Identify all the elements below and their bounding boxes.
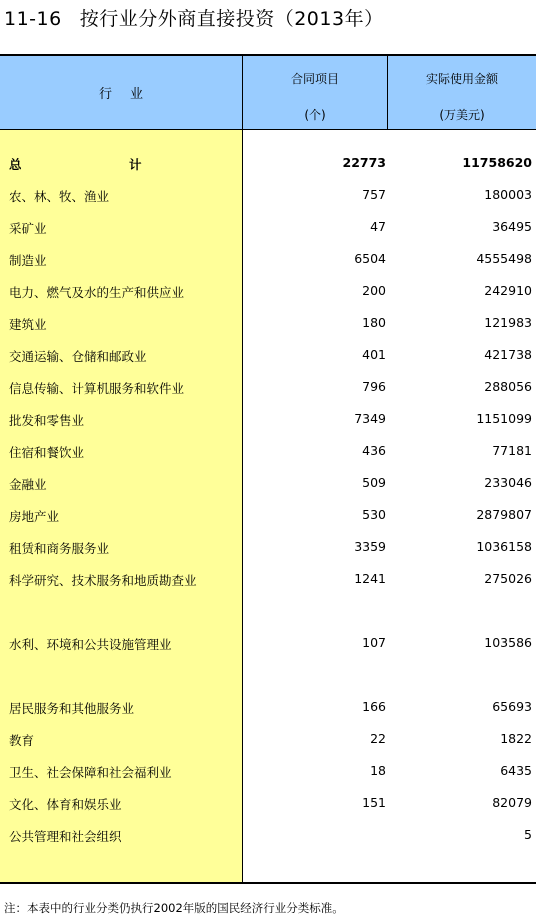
- row-contracts: 166: [362, 699, 386, 714]
- table-row: [0, 219, 536, 239]
- table-row: [0, 635, 536, 655]
- row-name: 总 计: [9, 157, 170, 172]
- row-actual: 121983: [484, 315, 532, 330]
- row-actual: 6435: [500, 763, 532, 778]
- row-name: 租赁和商务服务业: [9, 541, 110, 556]
- actual-header-label: 实际使用金额: [425, 72, 498, 86]
- row-contracts: 22: [370, 731, 386, 746]
- row-actual: 180003: [484, 187, 532, 202]
- table-row: [0, 251, 536, 271]
- row-actual: 288056: [484, 379, 532, 394]
- row-name: 居民服务和其他服务业: [9, 701, 135, 716]
- table-row: [0, 763, 536, 783]
- row-name: 批发和零售业: [9, 413, 85, 428]
- row-contracts: 757: [362, 187, 386, 202]
- row-actual: 421738: [484, 347, 532, 362]
- table-header: [0, 54, 536, 130]
- table-row: [0, 699, 536, 719]
- industry-header: [0, 56, 243, 129]
- row-actual: 36495: [492, 219, 532, 234]
- industry-header-label: 行业: [98, 87, 161, 102]
- page-title: [4, 4, 384, 31]
- row-actual: 242910: [484, 283, 532, 298]
- row-contracts: 436: [362, 443, 386, 458]
- table-title: 按行业分外商直接投资（2013年）: [79, 8, 384, 30]
- row-contracts: 1241: [354, 571, 386, 586]
- row-contracts: 6504: [354, 251, 386, 266]
- row-name: 农、林、牧、渔业: [9, 189, 110, 204]
- row-actual: 1036158: [476, 539, 532, 554]
- row-contracts: 22773: [342, 155, 386, 170]
- table-row: [0, 283, 536, 303]
- table-row: [0, 571, 536, 591]
- row-actual: 65693: [492, 699, 532, 714]
- row-name: 住宿和餐饮业: [9, 445, 85, 460]
- table-row: [0, 475, 536, 495]
- row-contracts: 401: [362, 347, 386, 362]
- footnote: 注：本表中的行业分类仍执行2002年版的国民经济行业分类标准。: [4, 901, 344, 915]
- row-name: 公共管理和社会组织: [9, 829, 122, 844]
- row-name: 房地产业: [9, 509, 60, 524]
- row-actual: 1822: [500, 731, 532, 746]
- row-name: 信息传输、计算机服务和软件业: [9, 381, 185, 396]
- table-row: [0, 507, 536, 527]
- row-name: 建筑业: [9, 317, 47, 332]
- row-name: 交通运输、仓储和邮政业: [9, 349, 147, 364]
- table-row: [0, 347, 536, 367]
- table-number: 11-16: [4, 8, 62, 30]
- row-contracts: 18: [370, 763, 386, 778]
- table-row: [0, 411, 536, 431]
- table-row: [0, 379, 536, 399]
- row-name: 采矿业: [9, 221, 47, 236]
- row-contracts: 796: [362, 379, 386, 394]
- actual-header: [388, 56, 536, 129]
- total-row: [0, 155, 536, 175]
- row-contracts: 509: [362, 475, 386, 490]
- row-actual: 2879807: [476, 507, 532, 522]
- contracts-header: [243, 56, 388, 129]
- table-row: [0, 443, 536, 463]
- row-actual: 5: [524, 827, 532, 842]
- row-name: 教育: [9, 733, 35, 748]
- table-row: [0, 315, 536, 335]
- row-name: 文化、体育和娱乐业: [9, 797, 122, 812]
- row-contracts: 47: [370, 219, 386, 234]
- row-contracts: 151: [362, 795, 386, 810]
- row-contracts: 530: [362, 507, 386, 522]
- table-row: [0, 187, 536, 207]
- row-name: 水利、环境和公共设施管理业: [9, 637, 172, 652]
- table-body: [0, 130, 536, 884]
- table-row: [0, 539, 536, 559]
- row-contracts: 3359: [354, 539, 386, 554]
- row-actual: 4555498: [476, 251, 532, 266]
- row-name: 科学研究、技术服务和地质勘查业: [9, 573, 197, 588]
- row-name: 制造业: [9, 253, 47, 268]
- row-actual: 11758620: [462, 155, 532, 170]
- row-contracts: 200: [362, 283, 386, 298]
- actual-header-unit: (万美元): [439, 108, 485, 122]
- table-row: [0, 795, 536, 815]
- row-contracts: 107: [362, 635, 386, 650]
- table-row: [0, 827, 536, 847]
- row-actual: 77181: [492, 443, 532, 458]
- row-contracts: 7349: [354, 411, 386, 426]
- contracts-header-unit: (个): [304, 108, 326, 122]
- table-row: [0, 731, 536, 751]
- contracts-header-label: 合同项目: [290, 72, 339, 86]
- row-actual: 1151099: [476, 411, 532, 426]
- row-name: 金融业: [9, 477, 47, 492]
- row-actual: 275026: [484, 571, 532, 586]
- row-contracts: 180: [362, 315, 386, 330]
- row-actual: 82079: [492, 795, 532, 810]
- row-name: 卫生、社会保障和社会福利业: [9, 765, 172, 780]
- row-actual: 103586: [484, 635, 532, 650]
- row-name: 电力、燃气及水的生产和供应业: [9, 285, 185, 300]
- row-actual: 233046: [484, 475, 532, 490]
